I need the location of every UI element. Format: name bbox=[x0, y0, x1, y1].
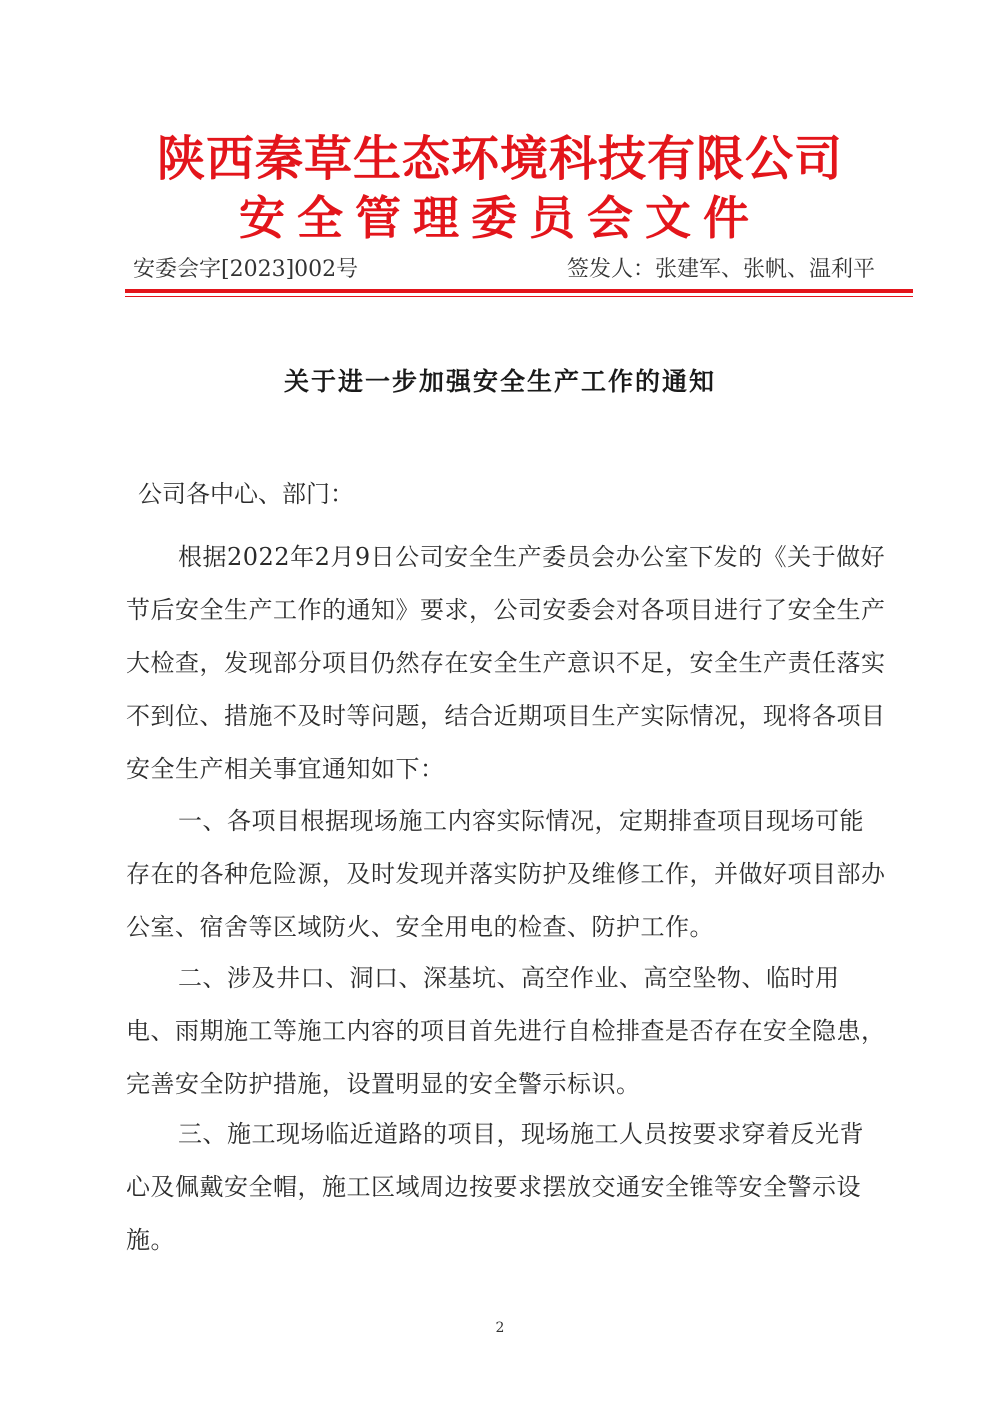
header-divider-thick bbox=[125, 289, 913, 293]
document-number: 安委会字[2023]002号 bbox=[133, 257, 359, 282]
company-name-heading: 陕西秦草生态环境科技有限公司 bbox=[156, 131, 843, 187]
notice-title: 关于进一步加强安全生产工作的通知 bbox=[283, 367, 716, 396]
page-number: 2 bbox=[495, 1320, 505, 1336]
body-paragraph: 根据2022年2月9日公司安全生产委员会办公室下发的《关于做好节后安全生产工作的通知》要求，公司安委会对各项目进行了安全生产大检查，发现部分项目仍然存在安全生产意识不足，安全生产责任落实不到位、措施不及时等问题，结合近期项目生产实际情况，现将各项目安全生产相关事宜通知如下： bbox=[126, 543, 886, 783]
document-type-heading: 安全管理委员会文件 bbox=[239, 191, 761, 245]
header-divider-thin bbox=[125, 296, 913, 297]
signers-line: 签发人：张建军、张帆、温利平 bbox=[566, 257, 875, 282]
body-paragraph: 一、各项目根据现场施工内容实际情况，定期排查项目现场可能存在的各种危险源，及时发现并落实防护及维修工作，并做好项目部办公室、宿舍等区域防火、安全用电的检查、防护工作。 bbox=[126, 807, 886, 941]
body-paragraph: 二、涉及井口、洞口、深基坑、高空作业、高空坠物、临时用电、雨期施工等施工内容的项目首先进行自检排查是否存在安全隐患，完善安全防护措施，设置明显的安全警示标识。 bbox=[126, 964, 886, 1098]
body-paragraph: 三、施工现场临近道路的项目，现场施工人员按要求穿着反光背心及佩戴安全帽，施工区域周边按要求摆放交通安全锥等安全警示设施。 bbox=[126, 1120, 864, 1254]
salutation: 公司各中心、部门： bbox=[138, 480, 354, 508]
